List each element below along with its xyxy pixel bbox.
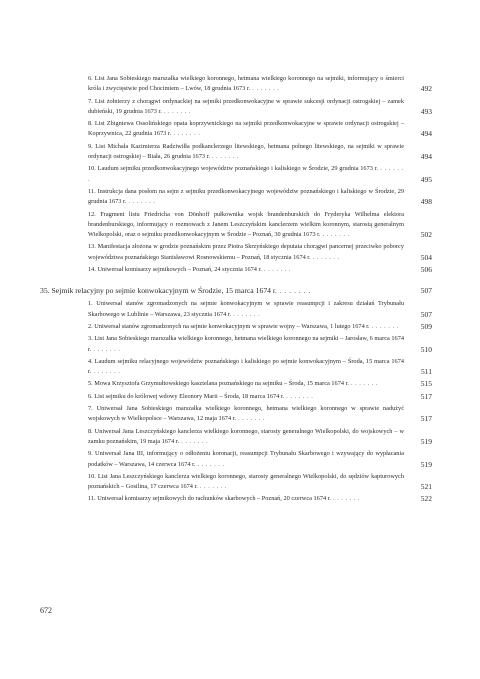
- toc-entry: [40, 334, 432, 355]
- toc-entry: [40, 449, 432, 470]
- dot-leader: . . . . . . .: [197, 483, 227, 491]
- toc-entry-title: 8. List Zbigniewa Ossolińskiego opata koprzywnickiego na sejmiki przedkonwokacyjne w sprawie ordynacji ostrogskiej – Koprzywnica, 22 grudnia 1673 r.: [88, 120, 404, 138]
- dot-leader: . . . . . . .: [209, 153, 239, 161]
- toc-page-number: 507: [420, 286, 432, 296]
- toc-page-number: 498: [420, 197, 432, 207]
- toc-entry-title: 1. Uniwersał stanów zgromadzonych na sejmie konwokacyjnym w sprawie reasumpcji i zakresu działań Trybunału Skarbowego w Lublinie – Warszawa, 23 stycznia 1674 r.: [88, 300, 404, 318]
- toc-entry-title: 11. Uniwersał komisarzy sejmikowych do rachunków skarbowych – Poznań, 20 czerwca 1674 r.: [88, 495, 332, 503]
- dot-leader: . . . . . . .: [91, 368, 121, 376]
- section-gap: [40, 275, 404, 285]
- toc-page-number: 522: [420, 494, 432, 504]
- toc-entry-title: 3. List Jana Sobieskiego marszałka wielkiego koronnego, hetmana wielkiego koronnego na sejmiki – Jarosław, 6 marca 1674 r.: [88, 335, 404, 353]
- toc-page-number: 504: [420, 252, 432, 262]
- toc-entry: [40, 97, 432, 118]
- dot-leader: . . . . . . .: [261, 266, 291, 274]
- toc-entry: [40, 357, 432, 378]
- toc-entry: [40, 472, 432, 493]
- page-number: 672: [40, 606, 52, 615]
- dot-leader: . . . . . . .: [231, 310, 261, 318]
- toc-section-heading: [40, 285, 432, 297]
- dot-leader: . . . . . . .: [310, 253, 340, 261]
- dot-leader: . . . . . . .: [284, 392, 314, 400]
- toc-entry-title: 7. List żołnierzy z chorągwi ordynackiej na sejmiki przedkonwokacyjne w sprawie sukcesji ordynacji ostrogskiej – zamek dubieński, 19 grudnia 1673 r.: [88, 97, 404, 115]
- toc-entry: [40, 265, 432, 275]
- toc-entry-title: 13. Manifestacja złożona w grodzie poznańskim przez Piotra Skrzyńskiego deputata chorągwi pancernej przeciwko poborcy województwa poznańskiego Stanisławowi Rosnowskiemu – Poznań, 18 stycznia 1674 r.: [88, 243, 404, 261]
- toc-page-number: 521: [420, 482, 432, 492]
- toc-entry: [40, 379, 432, 389]
- toc-page-number: 519: [420, 459, 432, 469]
- toc-page-number: 493: [420, 106, 432, 116]
- dot-leader: . . . . . . .: [276, 286, 311, 296]
- toc-entry: [40, 242, 432, 263]
- toc-page-number: 509: [420, 321, 432, 331]
- toc-entry: [40, 187, 432, 208]
- dot-leader: . . . . . . .: [171, 130, 201, 138]
- toc-entry-title: 11. Instrukcja dana posłom na sejm z sejmiku przedkonwokacyjnego województw poznańskiego i kaliskiego w Środzie, 29 grudnia 1673 r.: [88, 187, 404, 206]
- toc-entry-title: 4. Laudum sejmiku relacyjnego województw poznańskiego i kaliskiego po sejmie konwokacyjnym – Środa, 15 marca 1674 r.: [88, 357, 404, 376]
- toc-entry-title: 6. List Jana Sobieskiego marszałka wielkiego koronnego, hetmana wielkiego koronnego na sejmiki, informujący o śmierci króla i zwycięstwie pod Chocimiem – Lwów, 18 grudnia 1673 r.: [88, 75, 404, 93]
- toc-entry-title: 14. Uniwersał komisarzy sejmikowych – Poznań, 24 stycznia 1674 r.: [88, 266, 262, 274]
- toc-entry: [40, 321, 432, 332]
- toc-entry-title: 6. List sejmiku do królowej wdowy Eleonory Marii – Środa, 18 marca 1674 r.: [88, 392, 285, 400]
- toc-page-number: 494: [420, 152, 432, 162]
- toc-page-number: 517: [420, 391, 432, 401]
- dot-leader: . . . . . . .: [91, 345, 121, 353]
- toc-entry: [40, 299, 432, 320]
- toc-entry: [40, 404, 432, 425]
- dot-leader: . . . . . . .: [369, 322, 399, 330]
- toc-page-number: 492: [420, 84, 432, 94]
- toc-entry-title: 10. Laudum sejmiku przedkonwokacyjnego województw poznańskiego i kaliskiego w Środzie, 29 grudnia 1673 r.: [88, 165, 378, 173]
- toc-entry: [40, 164, 432, 185]
- toc-entry: [40, 142, 432, 163]
- toc-page-number: 494: [420, 129, 432, 139]
- toc-entry-title: 8. Uniwersał Jana Leszczyńskiego kanclerza wielkiego koronnego, starosty generalnego Wielkopolski, do wojskowych – w zamku poznańskim, 19 maja 1674 r.: [88, 427, 404, 445]
- toc-entry-title: 7. Uniwersał Jana Sobieskiego marszałka wielkiego koronnego, hetmana wielkiego koronnego w sprawie nadużyć wojskowych w Wielkopolsce – Warszawa, 12 maja 1674 r.: [88, 405, 404, 423]
- toc-entry-title: 5. Mowa Krzysztofa Grzymułtowskiego kasztelana poznańskiego na sejmiku – Środa, 15 marca 1674 r.: [88, 380, 349, 388]
- dot-leader: . . . . . . .: [348, 380, 378, 388]
- toc-page-number: 515: [420, 379, 432, 389]
- dot-leader: . . . . . . .: [320, 231, 350, 239]
- dot-leader: . . . . . . .: [250, 85, 280, 93]
- toc-page-number: 506: [420, 265, 432, 275]
- dot-leader: . . . . . . .: [195, 460, 225, 468]
- toc-entry: [40, 494, 432, 504]
- dot-leader: . . . . . . .: [179, 437, 209, 445]
- toc-entry: [40, 74, 432, 95]
- dot-leader: . . . . . . .: [161, 107, 191, 115]
- toc-entry: [40, 210, 432, 241]
- toc-page-number: 517: [420, 414, 432, 424]
- toc-page-number: 507: [420, 309, 432, 319]
- toc-entry: [40, 391, 432, 402]
- toc-entry-title: 2. Uniwersał stanów zgromadzonych na sejmie konwokacyjnym w sprawie wojny – Warszawa, 1 lutego 1674 r.: [88, 322, 370, 330]
- dot-leader: . . . . . . .: [88, 165, 404, 183]
- toc-entry-title: 35. Sejmik relacyjny po sejmie konwokacyjnym w Środzie, 15 marca 1674 r.: [40, 286, 277, 296]
- toc-page-number: 510: [420, 344, 432, 354]
- toc-entry-title: 10. List Jana Leszczyńskiego kanclerza wielkiego koronnego, starosty generalnego Wielkopolski, do sędziów kapturowych poznańskich – Gosilina, 17 czerwca 1674 r.: [88, 472, 404, 491]
- toc-entry-title: 9. Uniwersał Jana III, informujący o odłożeniu koronacji, reasumpcji Trybunału Skarbowego i wzywający do wypłacania podatków – Warszawa, 14 czerwca 1674 r.: [88, 450, 404, 468]
- toc-entry-title: 9. List Michała Kazimierza Radziwiłła podkanclerzego litewskiego, hetmana polnego litewskiego, na sejmiki w sprawie ordynacji ostrogskiej – Biała, 26 grudnia 1673 r.: [88, 142, 404, 161]
- table-of-contents: [40, 74, 432, 505]
- toc-page-number: 519: [420, 436, 432, 446]
- toc-entry: [40, 119, 432, 140]
- toc-entry-title: 12. Fragment listu Friedricha von Dönhoff pułkownika wojsk brandenburskich do Fryderyka Wilhelma elektora brandenburskiego, informujący o rozmowach z Janem Leszczyńskim kanclerzem wielkim koronnym, starostą generalnym Wielkopolski, oraz o sejmiku przedkonwokacyjnym w Środzie – Poznań, 30 grudnia 1673 r.: [88, 210, 404, 239]
- toc-page-number: 511: [421, 367, 432, 377]
- toc-page-number: 495: [420, 174, 432, 184]
- toc-entry: [40, 427, 432, 448]
- dot-leader: . . . . . . .: [331, 495, 361, 503]
- dot-leader: . . . . . . .: [126, 198, 156, 206]
- dot-leader: . . . . . . .: [236, 415, 266, 423]
- toc-page-number: 502: [420, 230, 432, 240]
